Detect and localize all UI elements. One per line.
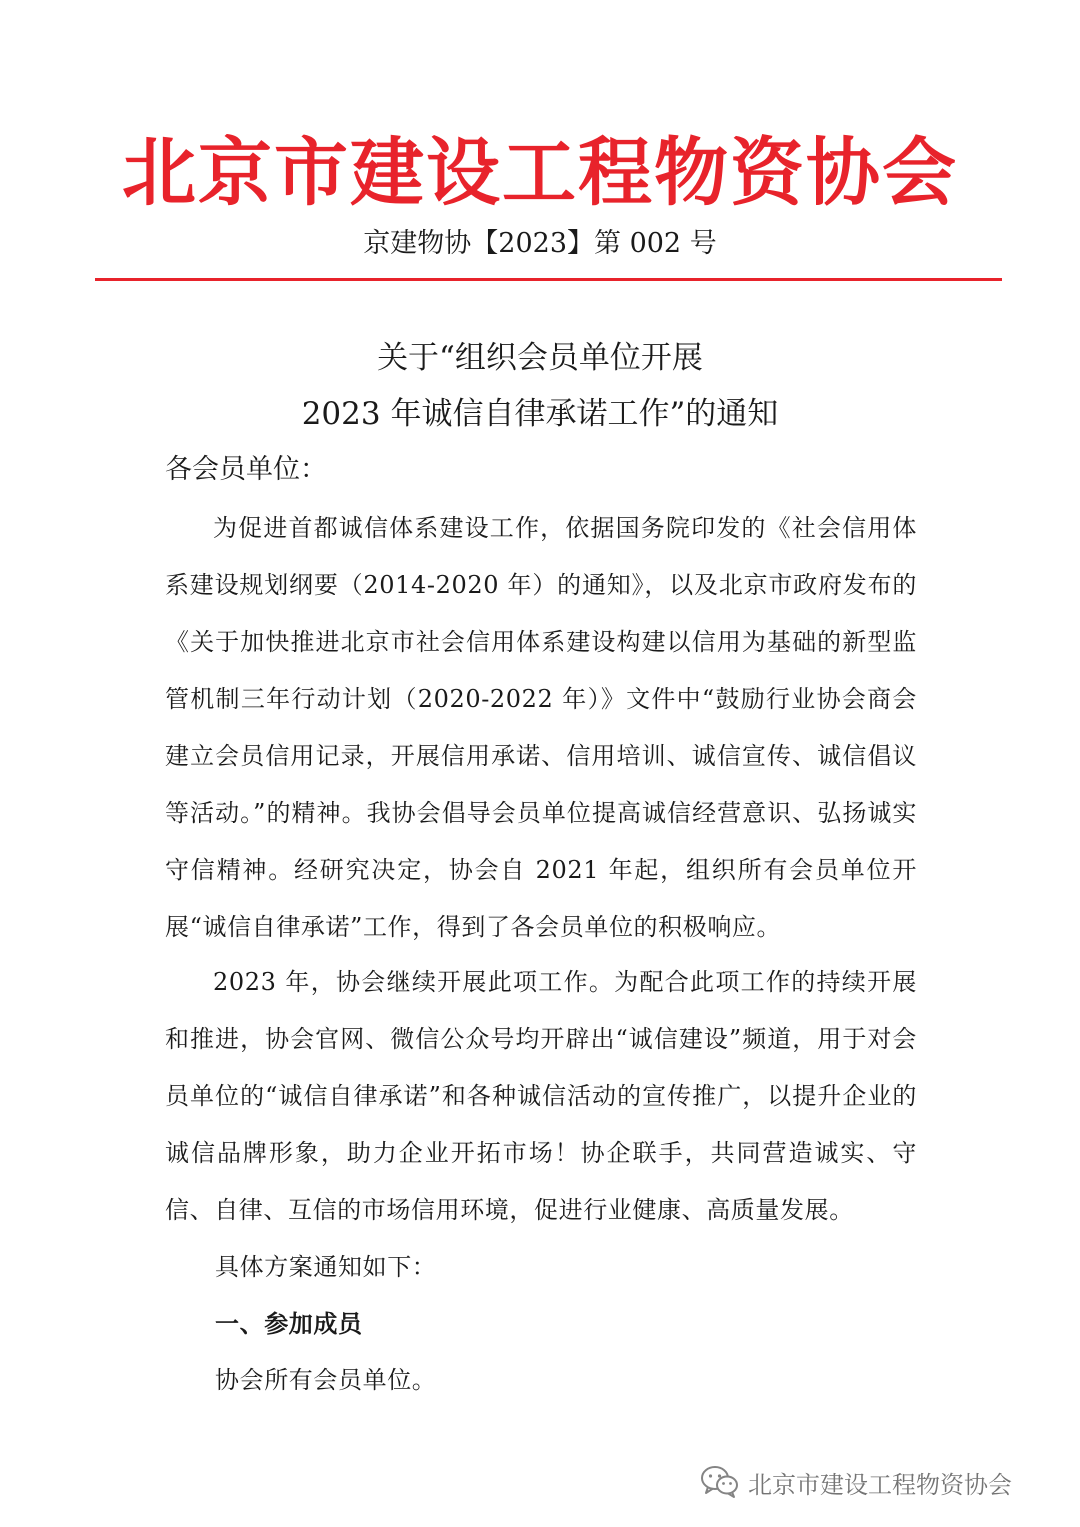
notice-title-line-2: 2023 年诚信自律承诺工作”的通知 — [301, 396, 779, 432]
section-1-body: 协会所有会员单位。 — [215, 1366, 437, 1394]
plan-intro: 具体方案通知如下： — [215, 1253, 437, 1281]
section-1-heading: 一、参加成员 — [215, 1309, 363, 1338]
body-paragraph-2: 2023 年，协会继续开展此项工作。为配合此项工作的持续开展和推进，协会官网、微信公众号均开辟出“诚信建设”频道，用于对会员单位的“诚信自律承诺”和各种诚信活动的宣传推广，以提升企业的诚信品牌形象，助力企业开拓市场！协企联手，共同营造诚实、守信、自律、互信的市场信用环境，促进行业健康、高质量发展。 — [165, 968, 917, 1224]
document-number: 京建物协【2023】第 002 号 — [363, 228, 717, 259]
salutation: 各会员单位： — [165, 454, 327, 485]
organization-title: 北京市建设工程物资协会 — [122, 130, 958, 216]
watermark-text: 北京市建设工程物资协会 — [748, 1470, 1012, 1499]
wechat-icon — [700, 1465, 740, 1499]
wechat-watermark — [700, 1460, 1012, 1504]
header-divider — [95, 278, 1002, 281]
body-paragraph-1: 为促进首都诚信体系建设工作，依据国务院印发的《社会信用体系建设规划纲要（2014-2020 年）的通知》，以及北京市政府发布的《关于加快推进北京市社会信用体系建设构建以信用为基础的新型监管机制三年行动计划（2020-2022 年）》文件中“鼓励行业协会商会建立会员信用记录，开展信用承诺、信用培训、诚信宣传、诚信倡议等活动。”的精神。我协会倡导会员单位提高诚信经营意识、弘扬诚实守信精神。经研究决定，协会自 2021 年起，组织所有会员单位开展“诚信自律承诺”工作，得到了各会员单位的积极响应。 — [165, 514, 917, 941]
notice-title-line-1: 关于“组织会员单位开展 — [377, 340, 703, 376]
